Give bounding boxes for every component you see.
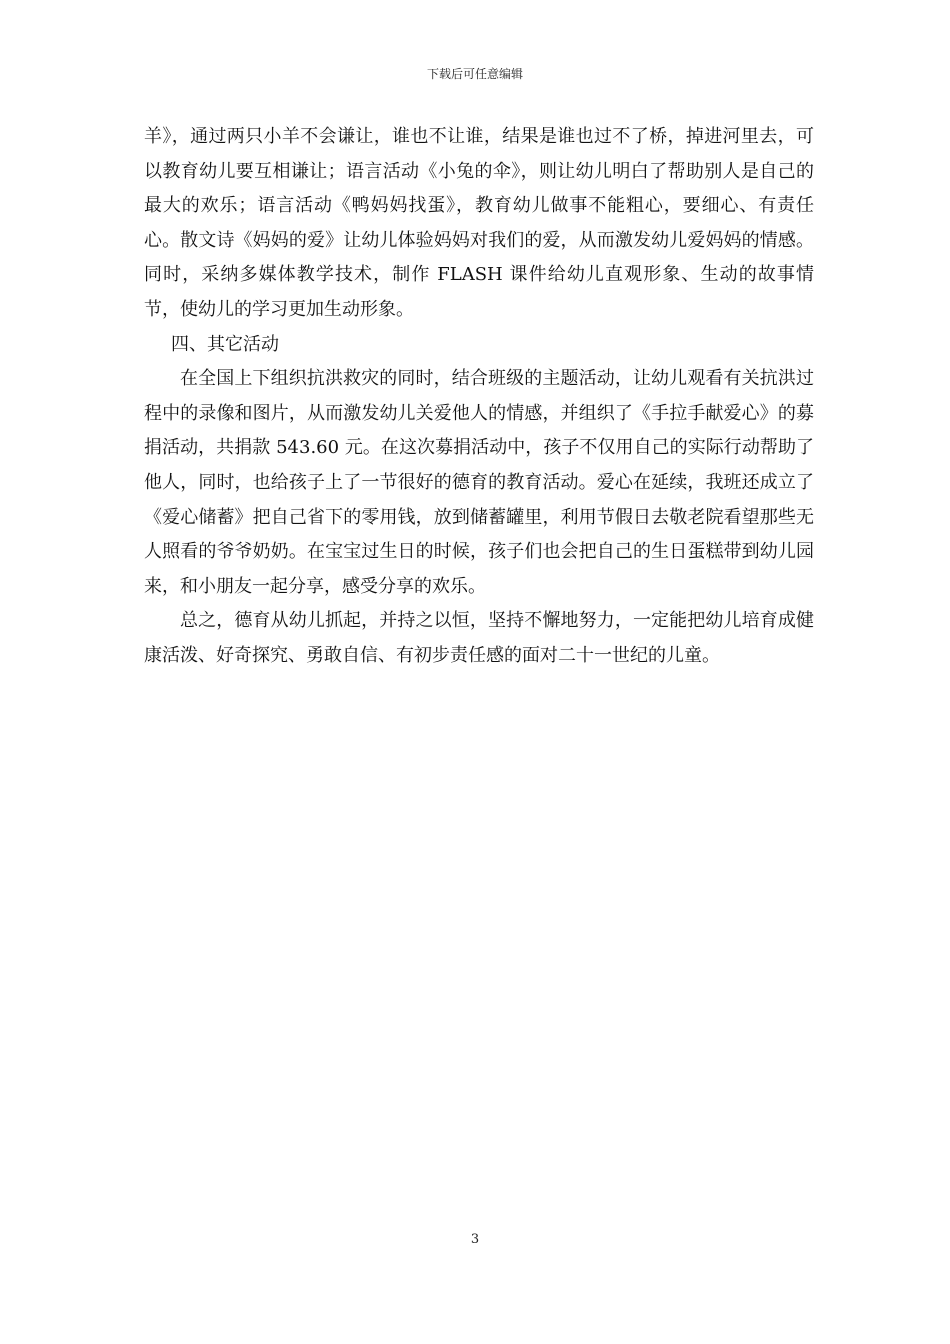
page-number: 3 (470, 1232, 480, 1247)
page-header: 下载后可任意编辑 (426, 67, 523, 81)
section-heading: 四、其它活动 (171, 333, 279, 355)
paragraph: 在全国上下组织抗洪救灾的同时，结合班级的主题活动，让幼儿观看有关抗洪过程中的录像和图片，从而激发幼儿关爱他人的情感，并组织了《手拉手献爱心》的募捐活动，共捐款 543.60 元。在这次募捐活动中，孩子不仅用自己的实际行动帮助了他人，同时，也给孩子上了一节很好的德育的教育活动。爱心在延续，我班还成立了《爱心储蓄》把自己省下的零用钱，放到储蓄罐里，利用节假日去敬老院看望那些无人照看的爷爷奶奶。在宝宝过生日的时候，孩子们也会把自己的生日蛋糕带到幼儿园来，和小朋友一起分享，感受分享的欢乐。 (144, 368, 814, 597)
document-body (144, 120, 814, 674)
paragraph-conclusion: 总之，德育从幼儿抓起，并持之以恒，坚持不懈地努力，一定能把幼儿培育成健康活泼、好奇探究、勇敢自信、有初步责任感的面对二十一世纪的儿童。 (144, 610, 814, 666)
paragraph-continued: 羊》，通过两只小羊不会谦让，谁也不让谁，结果是谁也过不了桥，掉进河里去，可以教育幼儿要互相谦让；语言活动《小兔的伞》，则让幼儿明白了帮助别人是自己的最大的欢乐；语言活动《鸭妈妈找蛋》，教育幼儿做事不能粗心，要细心、有责任心。散文诗《妈妈的爱》让幼儿体验妈妈对我们的爱，从而激发幼儿爱妈妈的情感。同时，采纳多媒体教学技术，制作 FLASH 课件给幼儿直观形象、生动的故事情节，使幼儿的学习更加生动形象。 (144, 126, 814, 320)
